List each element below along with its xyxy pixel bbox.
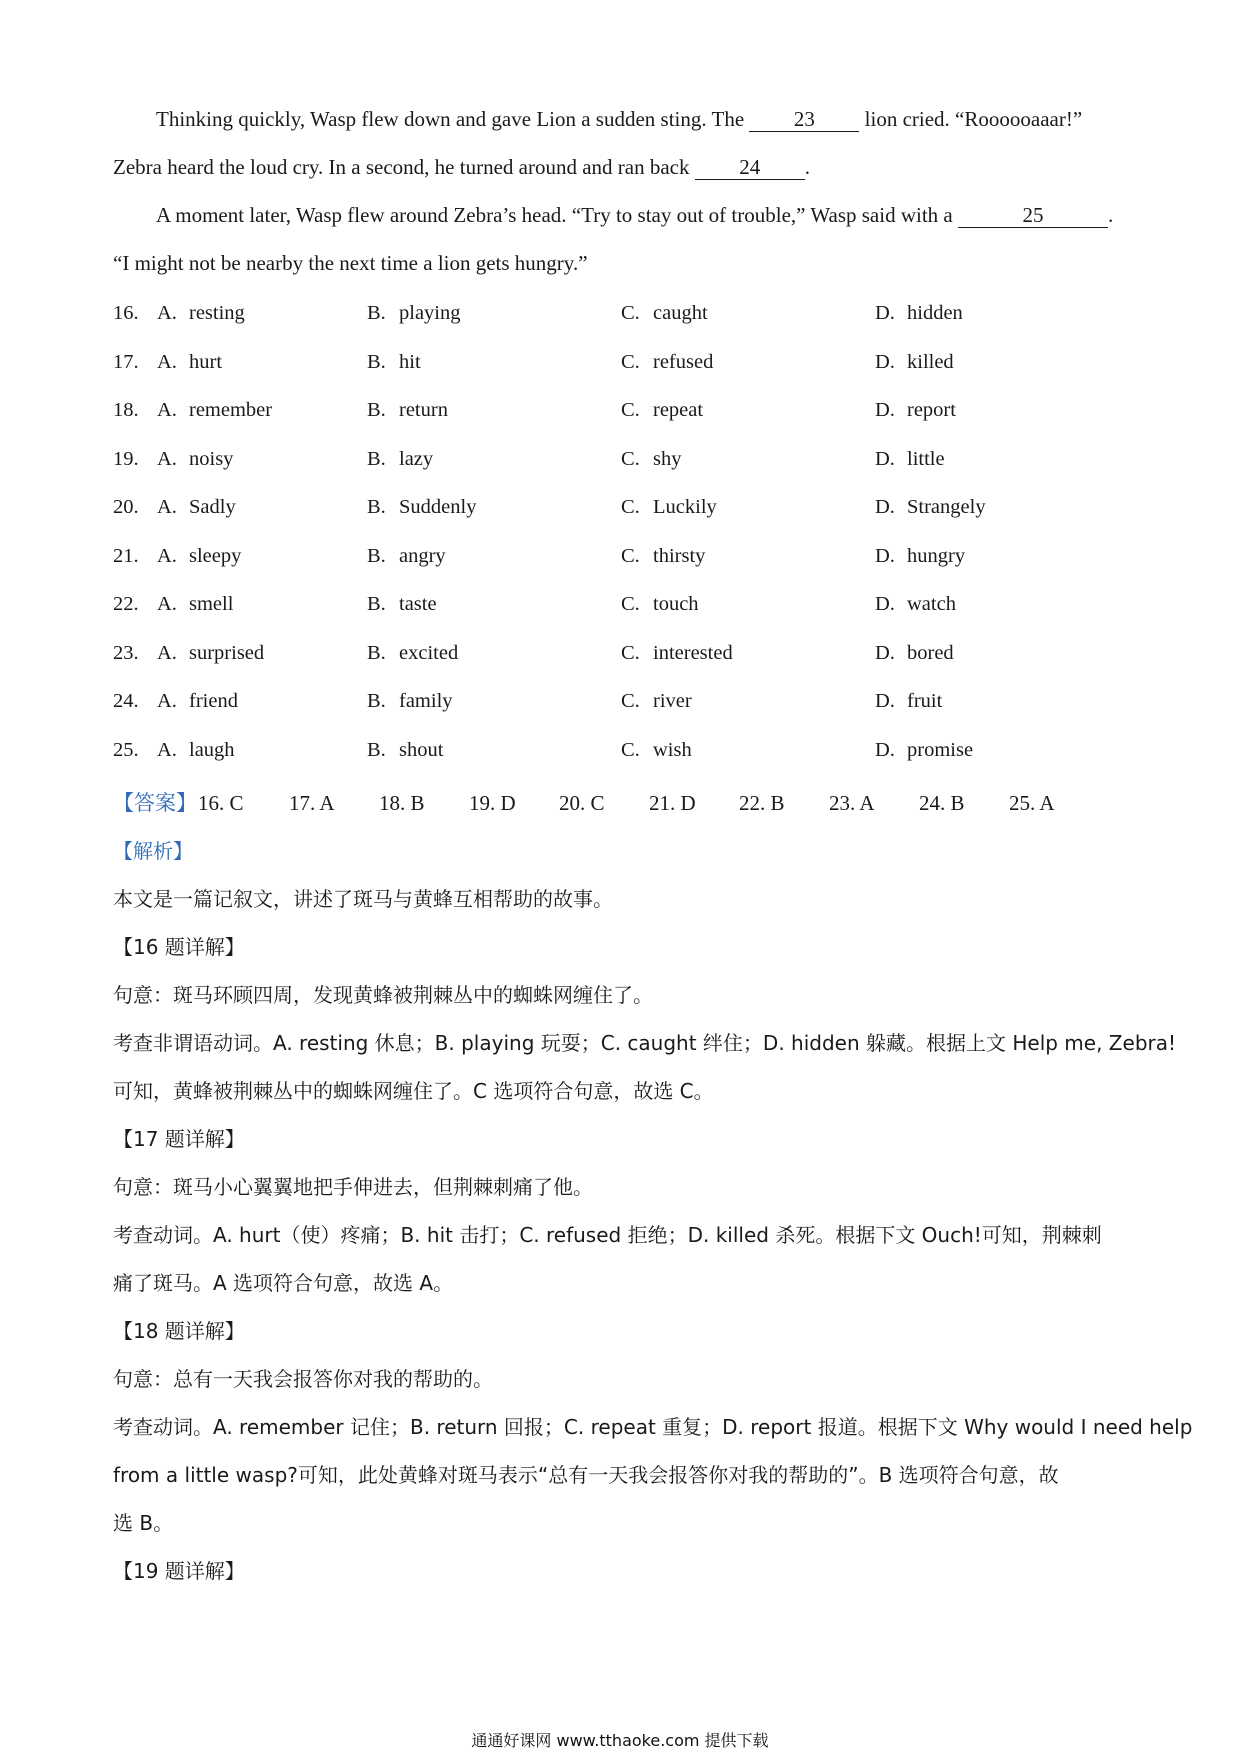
answer-item: 23. A [829,791,875,815]
option-letter: D. [875,350,895,373]
option-text: resting [189,302,245,324]
option-a [157,298,245,328]
option-text: watch [907,593,956,615]
option-text: playing [399,302,461,324]
question-number: 20. [113,496,139,518]
option-letter: B. [367,302,386,324]
option-row [113,686,1133,716]
question-number: 18. [113,399,139,421]
option-letter: D. [875,302,895,324]
passage-text: . [804,155,810,179]
option-letter: C. [621,641,640,664]
option-text: Luckily [653,496,717,518]
answer-item: 24. B [919,791,965,815]
option-b [367,541,446,571]
option-letter: A. [157,738,177,761]
option-d [875,347,954,377]
option-b [367,686,453,716]
option-row [113,735,1133,765]
option-a [157,444,233,474]
option-row [113,541,1133,571]
question-number: 22. [113,593,139,615]
option-text: taste [399,593,437,615]
question-number: 16. [113,302,139,324]
analysis-tag: 【解析】 [113,839,193,863]
page-footer: 通通好课网 www.tthaoke.com 提供下载 [471,1731,769,1750]
option-text: shout [399,738,444,761]
question-number: 25. [113,738,139,761]
question-number: 19. [113,447,139,470]
option-text: promise [907,738,974,761]
option-b [367,492,476,522]
option-text: family [399,690,453,712]
option-letter: C. [621,302,640,324]
answer-item: 16. C [198,791,244,815]
option-text: Sadly [189,496,236,518]
option-c [621,541,705,571]
option-d [875,541,965,571]
option-letter: C. [621,447,640,470]
option-a [157,347,222,377]
option-text: sleepy [189,544,242,567]
passage-text: lion cried. “Roooooaaar!” [864,107,1083,131]
answer-tag: 【答案】 [113,791,197,815]
detail-18-line-1: 考查动词。A. remember 记住；B. return 回报；C. repeat 重复；D. report 报道。根据下文 Why would I need help [113,1415,1193,1439]
answer-item: 19. D [469,791,516,815]
detail-19-title: 【19 题详解】 [113,1559,245,1583]
option-text: wish [653,738,692,761]
option-d [875,686,942,716]
option-letter: B. [367,593,386,615]
option-letter: A. [157,447,177,470]
option-text: fruit [907,690,943,712]
option-text: little [907,447,945,470]
option-text: report [907,399,956,421]
option-row [113,298,1133,328]
option-letter: C. [621,496,640,518]
answer-item: 17. A [289,791,335,815]
question-number: 23. [113,641,139,664]
option-text: shy [653,447,682,470]
option-a [157,589,233,619]
option-letter: C. [621,544,640,567]
option-d [875,395,956,425]
passage-line-1 [156,104,1082,134]
option-text: interested [653,641,733,664]
option-letter: A. [157,690,177,712]
option-letter: C. [621,738,640,761]
option-a [157,735,235,765]
option-letter: D. [875,593,895,615]
option-d [875,589,956,619]
option-letter: D. [875,399,895,421]
option-letter: A. [157,544,177,567]
option-row [113,444,1133,474]
passage-line-3 [156,200,1113,230]
option-letter: C. [621,690,640,712]
detail-18-title: 【18 题详解】 [113,1319,245,1343]
option-text: repeat [653,399,704,421]
option-text: hit [399,350,421,373]
option-text: noisy [189,447,234,470]
passage-text: . [1107,203,1114,227]
option-letter: B. [367,690,386,712]
option-a [157,686,238,716]
question-number: 24. [113,690,139,712]
option-letter: B. [367,399,386,421]
option-a [157,395,272,425]
option-letter: D. [875,447,895,470]
passage-line-2 [113,152,810,182]
option-c [621,492,717,522]
option-c [621,298,708,328]
option-row [113,492,1133,522]
option-letter: B. [367,496,386,518]
option-a [157,638,264,668]
blank-24: 24 [695,155,805,180]
option-b [367,735,443,765]
option-row [113,589,1133,619]
option-b [367,589,437,619]
passage-line-4: “I might not be nearby the next time a lion gets hungry.” [113,251,588,275]
option-b [367,444,433,474]
option-text: refused [653,350,714,373]
option-letter: B. [367,447,386,470]
detail-18-meaning: 句意：总有一天我会报答你对我的帮助的。 [113,1367,493,1391]
option-text: hurt [189,350,223,373]
option-row [113,638,1133,668]
answer-item: 20. C [559,791,605,815]
detail-16-meaning: 句意：斑马环顾四周，发现黄蜂被荆棘丛中的蜘蛛网缠住了。 [113,983,653,1007]
passage-text: Zebra heard the loud cry. In a second, he turned around and ran back [113,155,690,179]
detail-17-meaning: 句意：斑马小心翼翼地把手伸进去，但荆棘刺痛了他。 [113,1175,593,1199]
option-text: lazy [399,447,434,470]
option-letter: D. [875,544,895,567]
answer-item: 25. A [1009,791,1055,815]
question-number: 17. [113,350,139,373]
option-letter: A. [157,641,177,664]
option-text: thirsty [653,544,706,567]
option-letter: D. [875,641,895,664]
option-text: remember [189,399,273,421]
option-text: hungry [907,544,966,567]
option-c [621,686,692,716]
option-letter: D. [875,496,895,518]
option-text: return [399,399,448,421]
option-text: touch [653,593,699,615]
answer-item: 21. D [649,791,696,815]
passage-text: A moment later, Wasp flew around Zebra’s head. “Try to stay out of trouble,” Wasp said with a [156,203,953,227]
detail-16-line-2: 可知，黄蜂被荆棘丛中的蜘蛛网缠住了。C 选项符合句意，故选 C。 [113,1079,714,1103]
option-row [113,395,1133,425]
option-b [367,638,458,668]
option-b [367,395,448,425]
analysis-summary: 本文是一篇记叙文，讲述了斑马与黄蜂互相帮助的故事。 [113,887,613,911]
option-b [367,347,421,377]
passage-text: Thinking quickly, Wasp flew down and gave Lion a sudden sting. The [156,107,745,131]
blank-23: 23 [749,107,859,132]
option-letter: C. [621,593,640,615]
detail-17-line-1: 考查动词。A. hurt（使）疼痛；B. hit 击打；C. refused 拒绝；D. killed 杀死。根据下文 Ouch!可知，荆棘刺 [113,1223,1102,1247]
option-row [113,347,1133,377]
option-a [157,492,236,522]
option-c [621,395,703,425]
option-c [621,638,733,668]
option-letter: C. [621,399,640,421]
option-text: Suddenly [399,496,477,518]
option-letter: B. [367,544,386,567]
blank-25: 25 [958,203,1108,228]
option-d [875,444,945,474]
option-d [875,735,973,765]
option-letter: D. [875,738,895,761]
option-c [621,735,692,765]
answer-item: 22. B [739,791,785,815]
option-c [621,589,699,619]
option-text: hidden [907,302,963,324]
detail-16-title: 【16 题详解】 [113,935,245,959]
option-text: surprised [189,641,265,664]
option-letter: A. [157,350,177,373]
option-text: killed [907,350,954,373]
option-letter: B. [367,641,386,664]
option-letter: A. [157,496,177,518]
detail-18-line-2: from a little wasp?可知，此处黄蜂对斑马表示“总有一天我会报答你对我的帮助的”。B 选项符合句意，故 [113,1463,1059,1487]
detail-17-title: 【17 题详解】 [113,1127,245,1151]
option-c [621,444,681,474]
option-d [875,298,963,328]
option-letter: C. [621,350,640,373]
option-letter: A. [157,399,177,421]
option-letter: D. [875,690,895,712]
answer-item: 18. B [379,791,425,815]
option-text: excited [399,641,459,664]
option-a [157,541,241,571]
detail-16-line-1: 考查非谓语动词。A. resting 休息；B. playing 玩耍；C. caught 绊住；D. hidden 躲藏。根据上文 Help me, Zebra! [113,1031,1177,1055]
option-b [367,298,461,328]
option-text: caught [653,302,708,324]
detail-17-line-2: 痛了斑马。A 选项符合句意，故选 A。 [113,1271,454,1295]
option-c [621,347,713,377]
option-letter: B. [367,738,386,761]
option-letter: A. [157,593,177,615]
answer-row [113,788,1113,818]
option-text: bored [907,641,954,664]
option-d [875,492,986,522]
detail-18-line-3: 选 B。 [113,1511,174,1535]
option-text: river [653,690,692,712]
option-text: laugh [189,738,235,761]
option-letter: A. [157,302,177,324]
option-text: friend [189,690,238,712]
option-text: angry [399,544,446,567]
option-letter: B. [367,350,386,373]
option-text: smell [189,593,234,615]
option-d [875,638,954,668]
option-text: Strangely [907,496,986,518]
question-number: 21. [113,544,139,567]
